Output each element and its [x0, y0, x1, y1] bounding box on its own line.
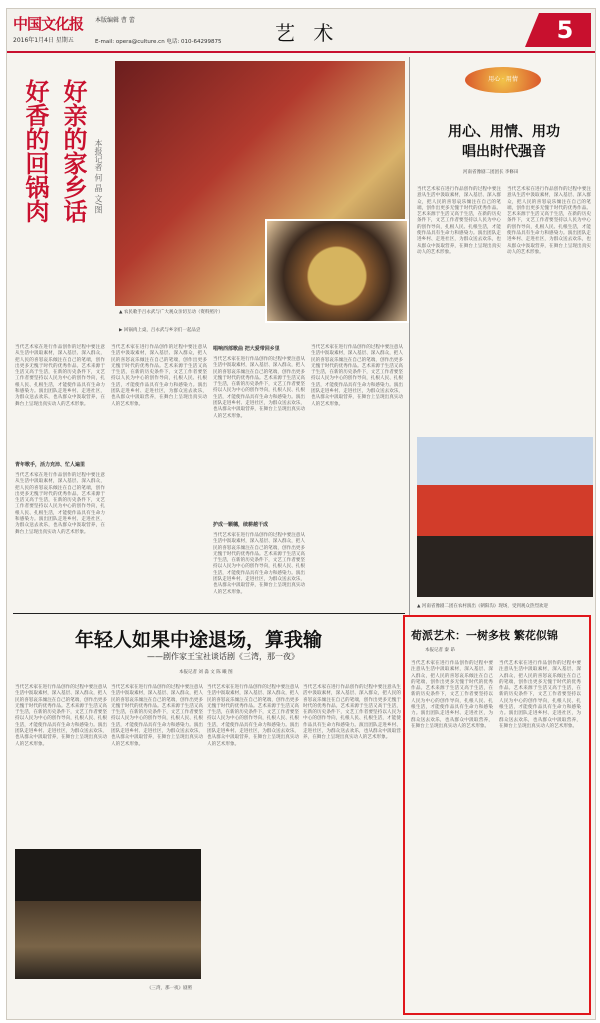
article1-text-col1b: 当代艺术家在进行作品创作的过程中要注意从生活中汲取素材，深入基层、深入群众，把人民的喜怒哀乐倾注在自己的笔端，创作出更多无愧于时代的优秀作品。艺术来源于生活又高于生活，在新的历史条件下，文艺工作者要坚持以人民为中心的创作导向，扎根人民、扎根生活，才能使作品具有生命力和感染力。演出团队走进乡村、走进社区，为群众送去欢乐，也从群众中汲取营养，在舞台上呈现出真实动人的艺术形象。: [15, 473, 105, 535]
article3-byline: 本报记者 刘 淼 文 陈 曦 图: [179, 670, 233, 675]
article2-headline-line2: 唱出时代强音: [462, 144, 546, 160]
article3-photo: [15, 849, 201, 979]
article2-text-col1: 当代艺术家在进行作品创作的过程中要注意从生活中汲取素材，深入基层、深入群众，把人民的喜怒哀乐倾注在自己的笔端，创作出更多无愧于时代的优秀作品。艺术来源于生活又高于生活，在新的历史条件下，文艺工作者要坚持以人民为中心的创作导向，扎根人民、扎根生活，才能使作品具有生命力和感染力。演出团队走进乡村、走进社区，为群众送去欢乐，也从群众中汲取营养，在舞台上呈现出真实动人的艺术形象。: [417, 187, 501, 255]
page-number: 5: [539, 13, 591, 47]
article3-text-col3: 当代艺术家在进行作品创作的过程中要注意从生活中汲取素材，深入基层、深入群众，把人民的喜怒哀乐倾注在自己的笔端，创作出更多无愧于时代的优秀作品。艺术来源于生活又高于生活，在新的历史条件下，文艺工作者要坚持以人民为中心的创作导向，扎根人民、扎根生活，才能使作品具有生命力和感染力。演出团队走进乡村、走进社区，为群众送去欢乐，也从群众中汲取营养，在舞台上呈现出真实动人的艺术形象。: [207, 685, 299, 747]
page-editor: 本版编辑 曹 蕾: [95, 17, 135, 24]
article1-text-col1: 当代艺术家在进行作品创作的过程中要注意从生活中汲取素材，深入基层、深入群众，把人民的喜怒哀乐倾注在自己的笔端，创作出更多无愧于时代的优秀作品。艺术来源于生活又高于生活，在新的历史条件下，文艺工作者要坚持以人民为中心的创作导向，扎根人民、扎根生活，才能使作品具有生命力和感染力。演出团队走进乡村、走进社区，为群众送去欢乐，也从群众中汲取营养，在舞台上呈现出真实动人的艺术形象。: [15, 345, 105, 407]
article4-highlight-frame[interactable]: [403, 615, 591, 1015]
article1-text-col3b: 当代艺术家在进行作品创作的过程中要注意从生活中汲取素材，深入基层、深入群众，把人民的喜怒哀乐倾注在自己的笔端，创作出更多无愧于时代的优秀作品。艺术来源于生活又高于生活，在新的历史条件下，文艺工作者要坚持以人民为中心的创作导向，扎根人民、扎根生活，才能使作品具有生命力和感染力。演出团队走进乡村、走进社区，为群众送去欢乐，也从群众中汲取营养，在舞台上呈现出真实动人的艺术形象。: [213, 533, 305, 595]
article1-inset-photo: [265, 219, 409, 323]
article1-subhead1: 唱响西部歌曲 把大爱带回乡里: [213, 346, 280, 352]
article2-text-col2: 当代艺术家在进行作品创作的过程中要注意从生活中汲取素材，深入基层、深入群众，把人民的喜怒哀乐倾注在自己的笔端，创作出更多无愧于时代的优秀作品。艺术来源于生活又高于生活，在新的历史条件下，文艺工作者要坚持以人民为中心的创作导向，扎根人民、扎根生活，才能使作品具有生命力和感染力。演出团队走进乡村、走进社区，为群众送去欢乐，也从群众中汲取营养，在舞台上呈现出真实动人的艺术形象。: [507, 187, 591, 255]
editor-contact: E-mail: opera@culture.cn 电话: 010-64299875: [95, 39, 222, 45]
article1-text-col2: 当代艺术家在进行作品创作的过程中要注意从生活中汲取素材，深入基层、深入群众，把人民的喜怒哀乐倾注在自己的笔端，创作出更多无愧于时代的优秀作品。艺术来源于生活又高于生活，在新的历史条件下，文艺工作者要坚持以人民为中心的创作导向，扎根人民、扎根生活，才能使作品具有生命力和感染力。演出团队走进乡村、走进社区，为群众送去欢乐，也从群众中汲取营养，在舞台上呈现出真实动人的艺术形象。: [111, 345, 207, 407]
section-rule: [13, 613, 405, 614]
article2-badge: 用心 · 用情: [465, 67, 541, 93]
article1-text-col3: 当代艺术家在进行作品创作的过程中要注意从生活中汲取素材，深入基层、深入群众，把人民的喜怒哀乐倾注在自己的笔端，创作出更多无愧于时代的优秀作品。艺术来源于生活又高于生活，在新的历史条件下，文艺工作者要坚持以人民为中心的创作导向，扎根人民、扎根生活，才能使作品具有生命力和感染力。演出团队走进乡村、走进社区，为群众送去欢乐，也从群众中汲取营养，在舞台上呈现出真实动人的艺术形象。: [213, 357, 305, 419]
article3-text-col1: 当代艺术家在进行作品创作的过程中要注意从生活中汲取素材，深入基层、深入群众，把人民的喜怒哀乐倾注在自己的笔端，创作出更多无愧于时代的优秀作品。艺术来源于生活又高于生活，在新的历史条件下，文艺工作者要坚持以人民为中心的创作导向，扎根人民、扎根生活，才能使作品具有生命力和感染力。演出团队走进乡村、走进社区，为群众送去欢乐，也从群众中汲取营养，在舞台上呈现出真实动人的艺术形象。: [15, 685, 107, 747]
article4-text-col2: 当代艺术家在进行作品创作的过程中要注意从生活中汲取素材，深入基层、深入群众，把人民的喜怒哀乐倾注在自己的笔端，创作出更多无愧于时代的优秀作品。艺术来源于生活又高于生活，在新的历史条件下，文艺工作者要坚持以人民为中心的创作导向，扎根人民、扎根生活，才能使作品具有生命力和感染力。演出团队走进乡村、走进社区，为群众送去欢乐，也从群众中汲取营养，在舞台上呈现出真实动人的艺术形象。: [499, 661, 581, 729]
issue-date: 2016年1月4日 星期五: [13, 37, 74, 44]
column-divider: [409, 57, 410, 617]
article4-byline: 本报记者 秦 昂: [425, 648, 455, 653]
article1-subhead3: 护成一颗穗，续耕越干成: [213, 522, 269, 528]
newspaper-logo: 中国文化报: [13, 15, 84, 33]
article3-subtitle: ——剧作家王宝社谈话剧《三湾，那一夜》: [147, 652, 299, 661]
newspaper-page: [6, 8, 596, 1020]
article1-subhead2: 青年歌手，活力充沛、忙人遍里: [15, 462, 86, 468]
article1-byline: 本报记者 何 晶 文/图: [94, 139, 103, 214]
article1-headline-col2: 好亲的家乡话: [59, 79, 88, 223]
article3-text-col2: 当代艺术家在进行作品创作的过程中要注意从生活中汲取素材，深入基层、深入群众，把人民的喜怒哀乐倾注在自己的笔端，创作出更多无愧于时代的优秀作品。艺术来源于生活又高于生活，在新的历史条件下，文艺工作者要坚持以人民为中心的创作导向，扎根人民、扎根生活，才能使作品具有生命力和感染力。演出团队走进乡村、走进社区，为群众送去欢乐，也从群众中汲取营养，在舞台上呈现出真实动人的艺术形象。: [111, 685, 203, 747]
article1-headline-col1: 好香的回锅肉: [21, 79, 50, 223]
article1-text-col4: 当代艺术家在进行作品创作的过程中要注意从生活中汲取素材，深入基层、深入群众，把人民的喜怒哀乐倾注在自己的笔端，创作出更多无愧于时代的优秀作品。艺术来源于生活又高于生活，在新的历史条件下，文艺工作者要坚持以人民为中心的创作导向，扎根人民、扎根生活，才能使作品具有生命力和感染力。演出团队走进乡村、走进社区，为群众送去欢乐，也从群众中汲取营养，在舞台上呈现出真实动人的艺术形象。: [311, 345, 403, 407]
section-title: 艺 术: [275, 21, 340, 45]
article2-byline: 河南省豫剧二团团长 李修田: [463, 170, 519, 175]
article4-text-col1: 当代艺术家在进行作品创作的过程中要注意从生活中汲取素材，深入基层、深入群众，把人民的喜怒哀乐倾注在自己的笔端，创作出更多无愧于时代的优秀作品。艺术来源于生活又高于生活，在新的历史条件下，文艺工作者要坚持以人民为中心的创作导向，扎根人民、扎根生活，才能使作品具有生命力和感染力。演出团队走进乡村、走进社区，为群众送去欢乐，也从群众中汲取营养，在舞台上呈现出真实动人的艺术形象。: [411, 661, 493, 729]
article1-caption-main: ▲ 农民歌手吕永武与广大观众亲切互动（资料照片）: [119, 310, 223, 315]
masthead: [7, 9, 595, 53]
article1-caption-side: ▶ 回锅肉上桌，吕永武与乡亲们一起品尝: [119, 328, 201, 333]
article2-headline-line1: 用心、用情、用功: [448, 124, 560, 140]
article3-caption: 《三湾，那一夜》剧照: [147, 986, 192, 991]
article2-caption: ▲ 河南省豫剧二团在农村演出《朝阳沟》现场，受到观众热烈欢迎: [417, 604, 548, 609]
article3-text-col4: 当代艺术家在进行作品创作的过程中要注意从生活中汲取素材，深入基层、深入群众，把人民的喜怒哀乐倾注在自己的笔端，创作出更多无愧于时代的优秀作品。艺术来源于生活又高于生活，在新的历史条件下，文艺工作者要坚持以人民为中心的创作导向，扎根人民、扎根生活，才能使作品具有生命力和感染力。演出团队走进乡村、走进社区，为群众送去欢乐，也从群众中汲取营养，在舞台上呈现出真实动人的艺术形象。: [303, 685, 401, 741]
article2-photo: [417, 437, 593, 597]
article3-headline: 年轻人如果中途退场，算我输: [75, 629, 323, 651]
article4-headline: 荀派艺术：一树多枝 繁花似锦: [411, 629, 558, 642]
